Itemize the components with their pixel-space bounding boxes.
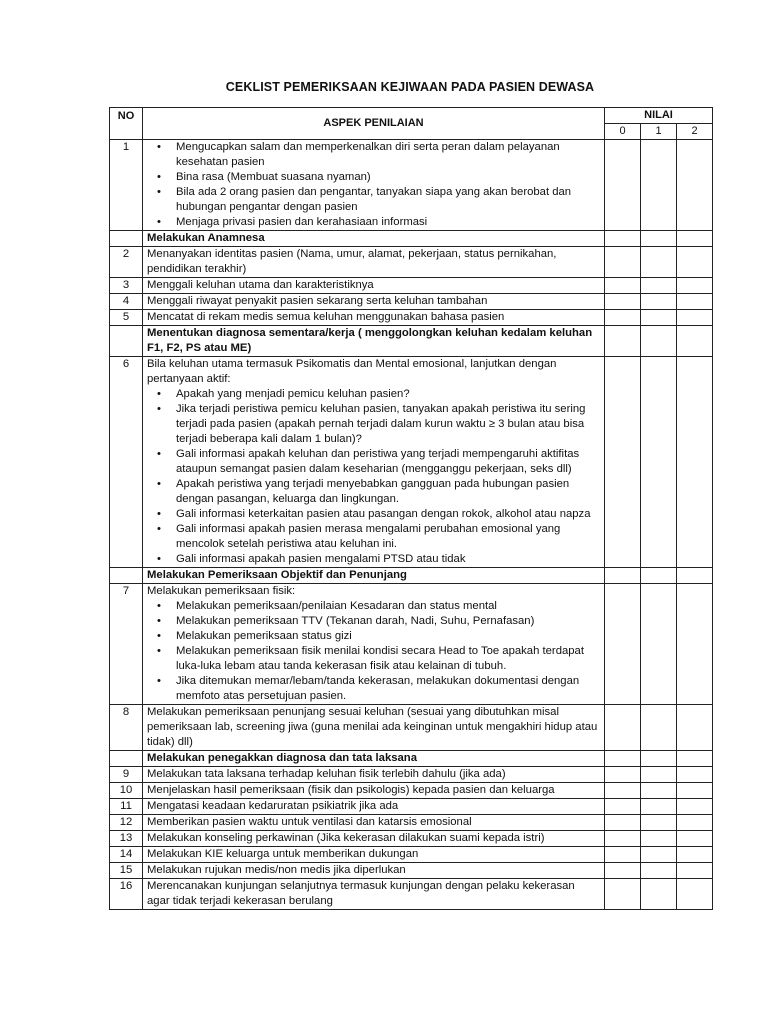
score-cell-2[interactable] bbox=[677, 231, 713, 247]
score-cell-2[interactable] bbox=[677, 705, 713, 751]
aspect-bullet: • Mengucapkan salam dan memperkenalkan diri serta peran dalam pelayanan kesehatan pasien bbox=[147, 140, 600, 170]
checklist-row bbox=[110, 294, 713, 310]
aspect-text: Melakukan konseling perkawinan (Jika kekerasan dilakukan suami kepada istri) bbox=[147, 832, 545, 844]
aspect-bullet: • Gali informasi apakah pasien merasa mengalami perubahan emosional yang mencolok setelah peristiwa atau keluhan ini. bbox=[147, 522, 600, 552]
checklist-row bbox=[110, 705, 713, 751]
score-cell-2[interactable] bbox=[677, 831, 713, 847]
score-cell-1[interactable] bbox=[641, 568, 677, 584]
row-aspect bbox=[143, 815, 605, 831]
row-aspect bbox=[143, 863, 605, 879]
score-cell-1[interactable] bbox=[641, 705, 677, 751]
row-number: 3 bbox=[110, 278, 143, 294]
aspect-text: Menjelaskan hasil pemeriksaan (fisik dan psikologis) kepada pasien dan keluarga bbox=[147, 784, 555, 796]
aspect-text: Merencanakan kunjungan selanjutnya termasuk kunjungan dengan pelaku kekerasan agar tidak terjadi kekerasan berulang bbox=[147, 880, 575, 907]
aspect-text: Melakukan rujukan medis/non medis jika diperlukan bbox=[147, 864, 406, 876]
aspect-bullet: • Melakukan pemeriksaan fisik menilai kondisi secara Head to Toe apakah terdapat luka-luka lebam atau tanda kekerasan fisik atau kelainan di tubuh. bbox=[147, 644, 600, 674]
section-row bbox=[110, 326, 713, 357]
score-cell-1[interactable] bbox=[641, 847, 677, 863]
aspect-bullet: • Bina rasa (Membuat suasana nyaman) bbox=[147, 170, 600, 185]
score-cell-0[interactable] bbox=[605, 783, 641, 799]
row-number: 1 bbox=[110, 140, 143, 231]
aspect-text: Menanyakan identitas pasien (Nama, umur, alamat, pekerjaan, status pernikahan, pendidikan terakhir) bbox=[147, 248, 557, 275]
header-score-1: 1 bbox=[641, 124, 677, 140]
row-number: 5 bbox=[110, 310, 143, 326]
score-cell-0[interactable] bbox=[605, 294, 641, 310]
header-score-2: 2 bbox=[677, 124, 713, 140]
row-number: 10 bbox=[110, 783, 143, 799]
row-aspect bbox=[143, 278, 605, 294]
section-row bbox=[110, 231, 713, 247]
score-cell-2[interactable] bbox=[677, 310, 713, 326]
row-aspect bbox=[143, 310, 605, 326]
checklist-body bbox=[110, 140, 713, 910]
score-cell-1[interactable] bbox=[641, 831, 677, 847]
row-number: 15 bbox=[110, 863, 143, 879]
header-no: NO bbox=[110, 108, 143, 140]
score-cell-0[interactable] bbox=[605, 815, 641, 831]
aspect-text: Melakukan KIE keluarga untuk memberikan dukungan bbox=[147, 848, 419, 860]
checklist-row bbox=[110, 799, 713, 815]
aspect-bullet: • Melakukan pemeriksaan status gizi bbox=[147, 629, 600, 644]
score-cell-0[interactable] bbox=[605, 879, 641, 910]
section-row bbox=[110, 751, 713, 767]
row-aspect bbox=[143, 767, 605, 783]
aspect-text: Memberikan pasien waktu untuk ventilasi dan katarsis emosional bbox=[147, 816, 472, 828]
score-cell-2[interactable] bbox=[677, 568, 713, 584]
aspect-bullet: • Gali informasi apakah pasien mengalami PTSD atau tidak bbox=[147, 552, 600, 567]
score-cell-0[interactable] bbox=[605, 568, 641, 584]
checklist-table bbox=[109, 107, 713, 910]
score-cell-0[interactable] bbox=[605, 847, 641, 863]
aspect-bullet-list bbox=[147, 387, 600, 567]
aspect-text: Mencatat di rekam medis semua keluhan menggunakan bahasa pasien bbox=[147, 311, 505, 323]
section-heading: Menentukan diagnosa sementara/kerja ( menggolongkan keluhan kedalam keluhan F1, F2, PS atau ME) bbox=[143, 326, 605, 357]
score-cell-0[interactable] bbox=[605, 751, 641, 767]
row-number: 9 bbox=[110, 767, 143, 783]
aspect-bullet: • Gali informasi keterkaitan pasien atau pasangan dengan rokok, alkohol atau napza bbox=[147, 507, 600, 522]
score-cell-1[interactable] bbox=[641, 247, 677, 278]
score-cell-2[interactable] bbox=[677, 326, 713, 357]
row-aspect bbox=[143, 294, 605, 310]
score-cell-2[interactable] bbox=[677, 799, 713, 815]
score-cell-0[interactable] bbox=[605, 584, 641, 705]
score-cell-1[interactable] bbox=[641, 815, 677, 831]
section-no-cell bbox=[110, 751, 143, 767]
checklist-row bbox=[110, 815, 713, 831]
score-cell-0[interactable] bbox=[605, 310, 641, 326]
aspect-text: Mengatasi keadaan kedaruratan psikiatrik jika ada bbox=[147, 800, 399, 812]
aspect-bullet: • Apakah peristiwa yang terjadi menyebabkan gangguan pada hubungan pasien dengan pasangan, keluarga dan lingkungan. bbox=[147, 477, 600, 507]
checklist-row bbox=[110, 278, 713, 294]
row-aspect bbox=[143, 140, 605, 231]
aspect-bullet: • Melakukan pemeriksaan/penilaian Kesadaran dan status mental bbox=[147, 599, 600, 614]
score-cell-2[interactable] bbox=[677, 247, 713, 278]
aspect-bullet: • Bila ada 2 orang pasien dan pengantar, tanyakan siapa yang akan berobat dan hubungan pengantar dengan pasien bbox=[147, 185, 600, 215]
aspect-text: Melakukan pemeriksaan fisik: bbox=[147, 585, 296, 597]
score-cell-1[interactable] bbox=[641, 278, 677, 294]
header-aspek: ASPEK PENILAIAN bbox=[143, 108, 605, 140]
row-aspect bbox=[143, 247, 605, 278]
score-cell-1[interactable] bbox=[641, 799, 677, 815]
checklist-row bbox=[110, 140, 713, 231]
score-cell-2[interactable] bbox=[677, 357, 713, 568]
row-aspect bbox=[143, 831, 605, 847]
score-cell-2[interactable] bbox=[677, 847, 713, 863]
score-cell-2[interactable] bbox=[677, 863, 713, 879]
checklist-row bbox=[110, 847, 713, 863]
score-cell-0[interactable] bbox=[605, 278, 641, 294]
row-aspect bbox=[143, 879, 605, 910]
row-number: 14 bbox=[110, 847, 143, 863]
row-number: 16 bbox=[110, 879, 143, 910]
section-no-cell bbox=[110, 568, 143, 584]
score-cell-2[interactable] bbox=[677, 783, 713, 799]
score-cell-1[interactable] bbox=[641, 879, 677, 910]
row-number: 4 bbox=[110, 294, 143, 310]
score-cell-2[interactable] bbox=[677, 294, 713, 310]
score-cell-0[interactable] bbox=[605, 767, 641, 783]
score-cell-2[interactable] bbox=[677, 751, 713, 767]
aspect-bullet: • Apakah yang menjadi pemicu keluhan pasien? bbox=[147, 387, 600, 402]
row-aspect bbox=[143, 847, 605, 863]
row-number: 6 bbox=[110, 357, 143, 568]
score-cell-1[interactable] bbox=[641, 231, 677, 247]
row-aspect bbox=[143, 799, 605, 815]
score-cell-0[interactable] bbox=[605, 247, 641, 278]
aspect-text: Menggali riwayat penyakit pasien sekarang serta keluhan tambahan bbox=[147, 295, 488, 307]
aspect-text: Bila keluhan utama termasuk Psikomatis dan Mental emosional, lanjutkan dengan pertanyaan aktif: bbox=[147, 358, 557, 385]
aspect-text: Melakukan tata laksana terhadap keluhan fisik terlebih dahulu (jika ada) bbox=[147, 768, 506, 780]
row-number: 13 bbox=[110, 831, 143, 847]
row-aspect bbox=[143, 357, 605, 568]
score-cell-0[interactable] bbox=[605, 231, 641, 247]
score-cell-1[interactable] bbox=[641, 326, 677, 357]
row-aspect bbox=[143, 705, 605, 751]
section-no-cell bbox=[110, 326, 143, 357]
aspect-bullet: • Gali informasi apakah keluhan dan peristiwa yang terjadi mempengaruhi aktifitas ataupun semangat pasien dalam keseharian (mengganggu pekerjaan, seks dll) bbox=[147, 447, 600, 477]
score-cell-1[interactable] bbox=[641, 310, 677, 326]
checklist-row bbox=[110, 357, 713, 568]
score-cell-2[interactable] bbox=[677, 879, 713, 910]
aspect-bullet: • Jika terjadi peristiwa pemicu keluhan pasien, tanyakan apakah peristiwa itu sering terjadi pada pasien (apakah pernah terjadi dalam kurun waktu ≥ 3 bulan atau bisa terjadi beberapa kali dalam 1 bulan)? bbox=[147, 402, 600, 447]
aspect-bullet: • Menjaga privasi pasien dan kerahasiaan informasi bbox=[147, 215, 600, 230]
score-cell-0[interactable] bbox=[605, 357, 641, 568]
checklist-row bbox=[110, 783, 713, 799]
row-aspect bbox=[143, 783, 605, 799]
checklist-row bbox=[110, 831, 713, 847]
score-cell-2[interactable] bbox=[677, 584, 713, 705]
document-title: CEKLIST PEMERIKSAAN KEJIWAAN PADA PASIEN DEWASA bbox=[225, 80, 595, 94]
score-cell-0[interactable] bbox=[605, 140, 641, 231]
header-score-0: 0 bbox=[605, 124, 641, 140]
score-cell-1[interactable] bbox=[641, 751, 677, 767]
score-cell-2[interactable] bbox=[677, 140, 713, 231]
checklist-row bbox=[110, 310, 713, 326]
score-cell-1[interactable] bbox=[641, 783, 677, 799]
header-nilai: NILAI bbox=[605, 108, 713, 124]
checklist-row bbox=[110, 247, 713, 278]
aspect-bullet: • Melakukan pemeriksaan TTV (Tekanan darah, Nadi, Suhu, Pernafasan) bbox=[147, 614, 600, 629]
score-cell-0[interactable] bbox=[605, 705, 641, 751]
score-cell-1[interactable] bbox=[641, 140, 677, 231]
score-cell-1[interactable] bbox=[641, 863, 677, 879]
aspect-text: Melakukan pemeriksaan penunjang sesuai keluhan (sesuai yang dibutuhkan misal pemeriksaan lab, screening jiwa (guna menilai ada keinginan untuk mengakhiri hidup atau tidak) dll) bbox=[147, 706, 598, 748]
score-cell-1[interactable] bbox=[641, 294, 677, 310]
section-row bbox=[110, 568, 713, 584]
score-cell-1[interactable] bbox=[641, 584, 677, 705]
score-cell-2[interactable] bbox=[677, 278, 713, 294]
score-cell-0[interactable] bbox=[605, 326, 641, 357]
section-heading: Melakukan Pemeriksaan Objektif dan Penunjang bbox=[143, 568, 605, 584]
row-number: 2 bbox=[110, 247, 143, 278]
aspect-bullet-list bbox=[147, 599, 600, 704]
section-heading: Melakukan Anamnesa bbox=[143, 231, 605, 247]
score-cell-2[interactable] bbox=[677, 767, 713, 783]
score-cell-0[interactable] bbox=[605, 831, 641, 847]
score-cell-2[interactable] bbox=[677, 815, 713, 831]
row-aspect bbox=[143, 584, 605, 705]
aspect-bullet: • Jika ditemukan memar/lebam/tanda kekerasan, melakukan dokumentasi dengan memfoto atas persetujuan pasien. bbox=[147, 674, 600, 704]
section-heading: Melakukan penegakkan diagnosa dan tata laksana bbox=[143, 751, 605, 767]
row-number: 7 bbox=[110, 584, 143, 705]
row-number: 12 bbox=[110, 815, 143, 831]
checklist-row bbox=[110, 584, 713, 705]
score-cell-0[interactable] bbox=[605, 799, 641, 815]
checklist-row bbox=[110, 863, 713, 879]
checklist-row bbox=[110, 879, 713, 910]
checklist-row bbox=[110, 767, 713, 783]
score-cell-1[interactable] bbox=[641, 767, 677, 783]
section-no-cell bbox=[110, 231, 143, 247]
header-row bbox=[110, 108, 713, 124]
score-cell-1[interactable] bbox=[641, 357, 677, 568]
aspect-text: Menggali keluhan utama dan karakteristiknya bbox=[147, 279, 374, 291]
row-number: 8 bbox=[110, 705, 143, 751]
score-cell-0[interactable] bbox=[605, 863, 641, 879]
aspect-bullet-list bbox=[147, 140, 600, 230]
row-number: 11 bbox=[110, 799, 143, 815]
